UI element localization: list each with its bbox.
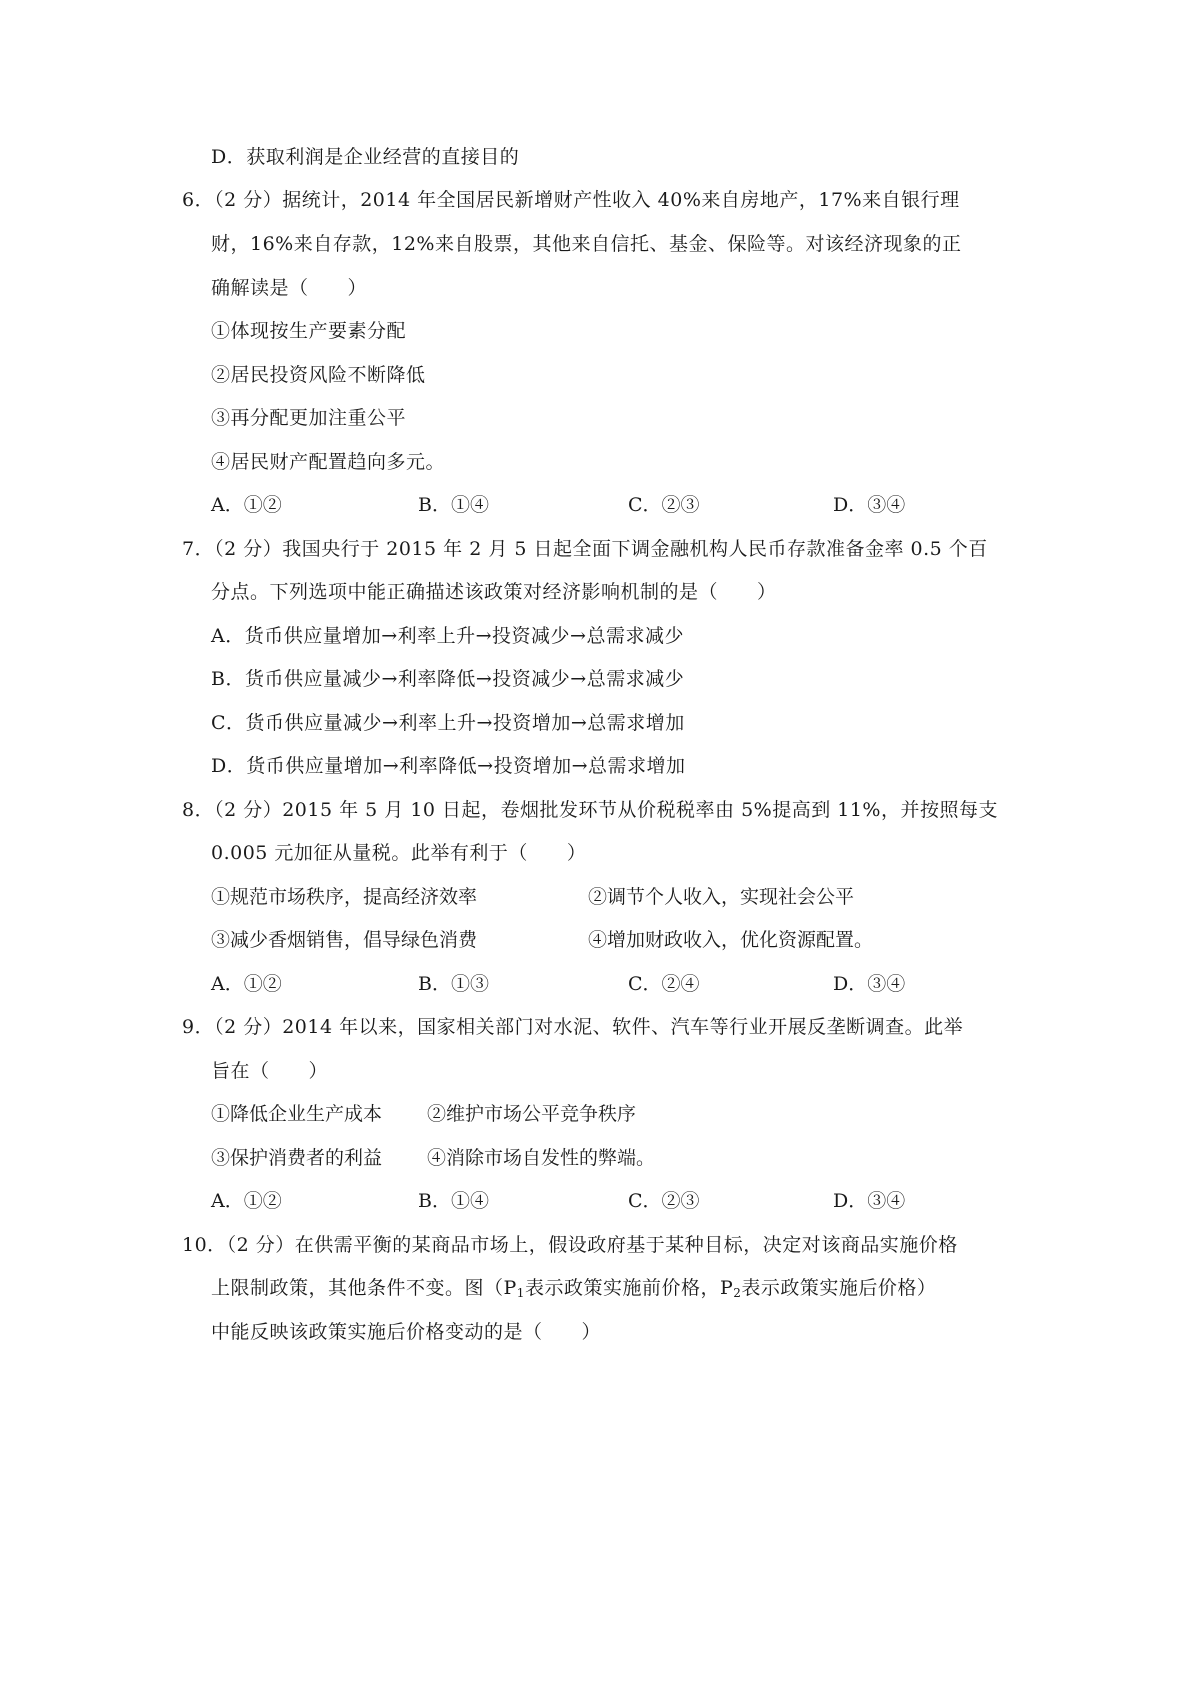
q8-option-d[interactable]: D．③④ (833, 973, 906, 995)
q8-stem-line2: 0.005 元加征从量税。此举有利于（ ） (211, 842, 587, 864)
q6-stem-line1: 6．（2 分）据统计，2014 年全国居民新增财产性收入 40%来自房地产，17%来自银行理 (182, 189, 960, 211)
q6-option-c[interactable]: C．②③ (628, 494, 700, 516)
q10-subscript-2: 2 (733, 1286, 742, 1300)
q6-item-3: ③再分配更加注重公平 (211, 407, 407, 429)
q9-stem-line2: 旨在（ ） (211, 1060, 329, 1082)
q7-option-a[interactable]: A．货币供应量增加→利率上升→投资减少→总需求减少 (211, 625, 684, 647)
q9-item-3: ③保护消费者的利益 (211, 1147, 383, 1169)
q10-stem-line2 (211, 1276, 936, 1305)
q5-option-d: D．获取利润是企业经营的直接目的 (211, 146, 520, 168)
q9-item-4: ④消除市场自发性的弊端。 (427, 1147, 656, 1169)
q9-option-b[interactable]: B．①④ (418, 1190, 489, 1212)
q9-option-d[interactable]: D．③④ (833, 1190, 906, 1212)
q7-option-d[interactable]: D．货币供应量增加→利率降低→投资增加→总需求增加 (211, 755, 686, 777)
q7-stem-line1: 7．（2 分）我国央行于 2015 年 2 月 5 日起全面下调金融机构人民币存款准备金率 0.5 个百 (182, 538, 988, 560)
q6-item-2: ②居民投资风险不断降低 (211, 364, 426, 386)
q10-stem-line1: 10．（2 分）在供需平衡的某商品市场上，假设政府基于某种目标，决定对该商品实施价格 (182, 1234, 958, 1256)
q6-option-a[interactable]: A．①② (211, 494, 282, 516)
q6-option-d[interactable]: D．③④ (833, 494, 906, 516)
q9-option-a[interactable]: A．①② (211, 1190, 282, 1212)
q9-stem-line1: 9．（2 分）2014 年以来，国家相关部门对水泥、软件、汽车等行业开展反垄断调查。此举 (182, 1016, 964, 1038)
q8-item-3: ③减少香烟销售，倡导绿色消费 (211, 929, 478, 951)
q10-line2-part-c: 表示政策实施后价格） (741, 1277, 937, 1299)
q6-option-b[interactable]: B．①④ (418, 494, 489, 516)
q10-subscript-1: 1 (516, 1286, 525, 1300)
q6-stem-line2: 财，16%来自存款，12%来自股票，其他来自信托、基金、保险等。对该经济现象的正 (211, 233, 962, 255)
q7-option-c[interactable]: C．货币供应量减少→利率上升→投资增加→总需求增加 (211, 712, 685, 734)
q9-item-2: ②维护市场公平竞争秩序 (427, 1103, 637, 1125)
q10-line2-part-b: 表示政策实施前价格，P (524, 1277, 734, 1299)
q8-option-b[interactable]: B．①③ (418, 973, 489, 995)
q7-stem-line2: 分点。下列选项中能正确描述该政策对经济影响机制的是（ ） (211, 581, 777, 603)
q9-item-1: ①降低企业生产成本 (211, 1103, 383, 1125)
q8-option-a[interactable]: A．①② (211, 973, 282, 995)
q8-item-2: ②调节个人收入，实现社会公平 (588, 886, 855, 908)
q8-item-1: ①规范市场秩序，提高经济效率 (211, 886, 478, 908)
q8-item-4: ④增加财政收入，优化资源配置。 (588, 929, 874, 951)
q9-option-c[interactable]: C．②③ (628, 1190, 700, 1212)
q6-item-1: ①体现按生产要素分配 (211, 320, 407, 342)
q7-option-b[interactable]: B．货币供应量减少→利率降低→投资减少→总需求减少 (211, 668, 685, 690)
q10-stem-line3: 中能反映该政策实施后价格变动的是（ ） (211, 1321, 602, 1343)
q6-stem-line3: 确解读是（ ） (211, 277, 368, 299)
q8-option-c[interactable]: C．②④ (628, 973, 700, 995)
q8-stem-line1: 8．（2 分）2015 年 5 月 10 日起，卷烟批发环节从价税税率由 5%提高到 11%，并按照每支 (182, 799, 998, 821)
q10-line2-part-a: 上限制政策，其他条件不变。图（P (211, 1277, 517, 1299)
q6-item-4: ④居民财产配置趋向多元。 (211, 451, 446, 473)
